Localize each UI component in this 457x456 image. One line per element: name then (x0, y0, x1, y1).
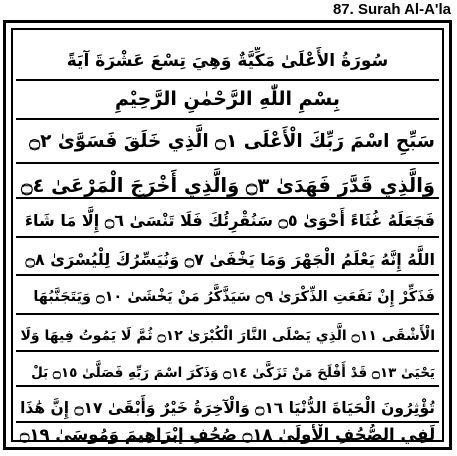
line-divider (16, 236, 439, 238)
basmala: بِسْمِ اللّٰهِ الرَّحْمٰنِ الرَّحِيْمِ (115, 88, 340, 110)
line-divider (16, 162, 439, 164)
verse-line: اللَّهُ إِنَّهُ يَعْلَمُ الْجَهْرَ وَمَا يَخْفَىٰ ۝٧ وَنُيَسِّرُكَ لِلْيُسْرَىٰ ۝٨ (25, 249, 435, 269)
verse-line: سَبِّحِ اسْمَ رَبِّكَ الْأَعْلَى ۝١ الَّذِي خَلَقَ فَسَوَّىٰ ۝٢ (29, 130, 435, 152)
line-divider (16, 385, 439, 387)
verse-line: يَحْيَىٰ ۝١٣ قَدْ أَفْلَحَ مَنْ تَزَكَّىٰ ۝١٤ وَذَكَرَ اسْمَ رَبِّهِ فَصَلَّىٰ ۝١٥ بَلْ (31, 365, 435, 381)
line-divider (16, 274, 439, 276)
verse-line: فَذَكِّرْ إِنْ نَفَعَتِ الذِّكْرَىٰ ۝٩ سَيَذَّكَّرُ مَنْ يَخْشَىٰ ۝١٠ وَيَتَجَنَّبُهَا (33, 289, 435, 305)
title-divider (16, 79, 439, 81)
line-divider (16, 421, 439, 423)
basmala-divider (16, 118, 439, 120)
line-divider (16, 350, 439, 352)
verse-line: لَفِي الصُّحُفِ الْأُولَىٰ ۝١٨ صُحُفِ إِبْرَاهِيمَ وَمُوسَىٰ ۝١٩ (20, 424, 435, 444)
line-divider (16, 197, 439, 199)
verse-line: فَجَعَلَهُ غُثَاءً أَحْوَىٰ ۝٥ سَنُقْرِئُكَ فَلَا تَنْسَىٰ ۝٦ إِلَّا مَا شَاءَ (24, 210, 435, 230)
page-heading: 87. Surah Al-A'la (332, 1, 451, 18)
verse-line: وَالَّذِي قَدَّرَ فَهَدَىٰ ۝٣ وَالَّذِي أَخْرَجَ الْمَرْعَىٰ ۝٤ (21, 173, 435, 197)
verse-line: الْأَشْقَى ۝١١ الَّذِي يَصْلَى النَّارَ الْكُبْرَىٰ ۝١٢ ثُمَّ لَا يَمُوتُ فِيهَا وَلَا (20, 328, 435, 344)
line-divider (16, 313, 439, 315)
verse-line: تُؤْثِرُونَ الْحَيَاةَ الدُّنْيَا ۝١٦ وَالْآخِرَةُ خَيْرٌ وَأَبْقَىٰ ۝١٧ إِنَّ هَٰذَا (20, 399, 435, 417)
page-frame (3, 20, 452, 450)
surah-title-line: سُورَةُ الأَعْلَىٰ مَكِّيَّةٌ وَهِيَ تِسْعَ عَشْرَةَ آيَةً (66, 51, 389, 71)
